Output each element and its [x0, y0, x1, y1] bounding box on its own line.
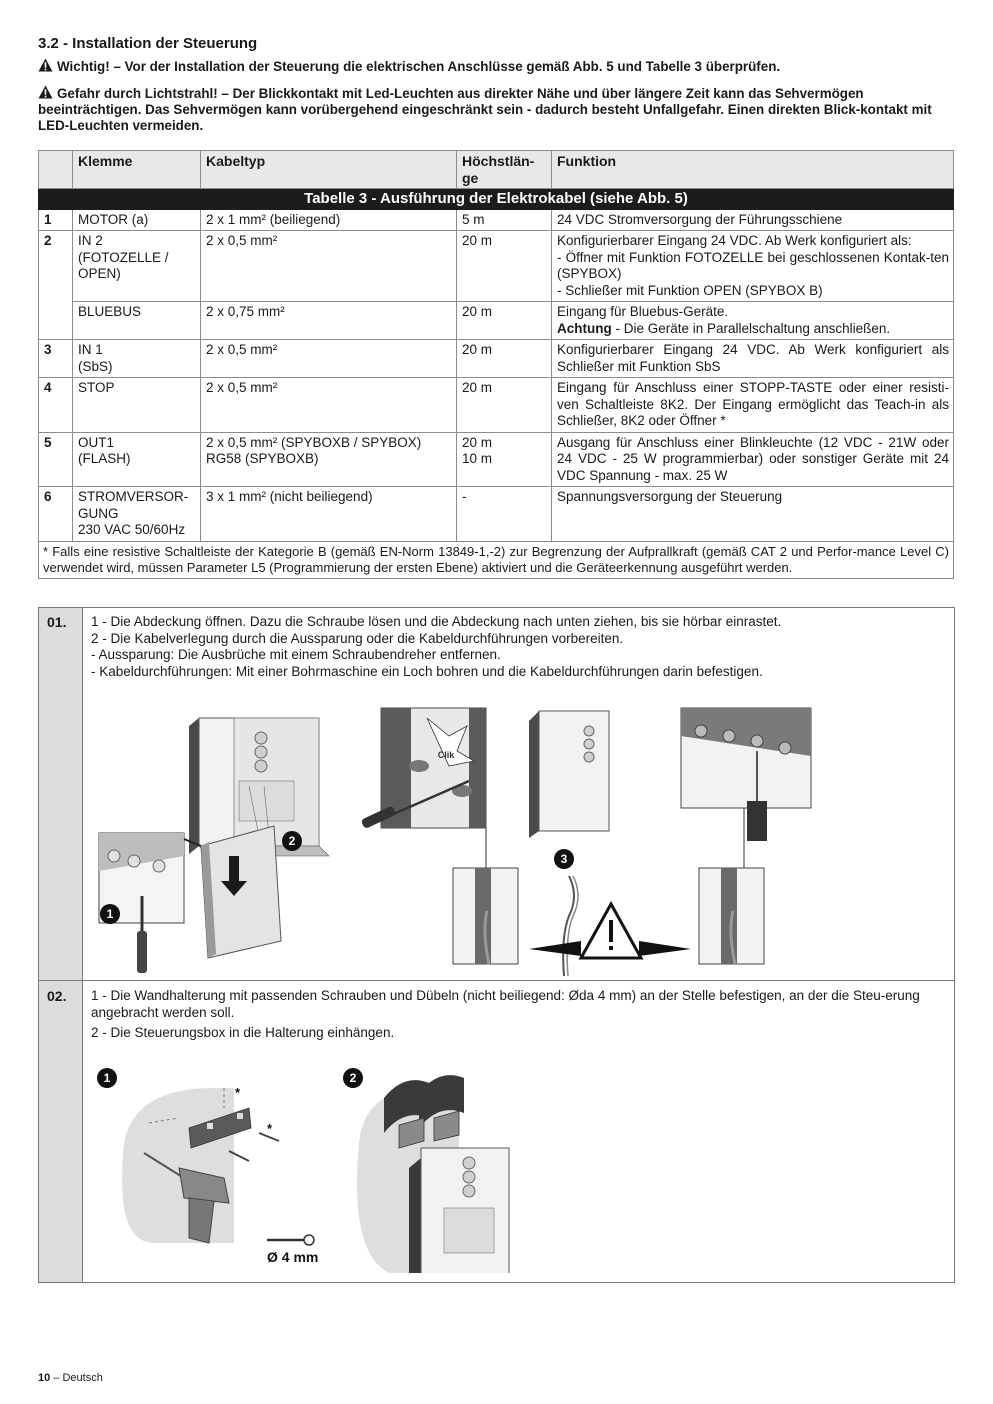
callout-2-icon: [343, 1068, 363, 1088]
step-number: 02.: [47, 988, 67, 1004]
page-footer: 10 – Deutsch: [38, 1372, 103, 1384]
screw-icon: [267, 1235, 314, 1245]
length-cell: 5 m: [457, 209, 552, 231]
cable-cell: 2 x 0,5 mm²: [201, 340, 457, 378]
callout-label: 3: [560, 852, 568, 866]
click-label: Clik: [437, 750, 455, 760]
row-number: 4: [39, 378, 73, 433]
cable-text: RG58 (SPYBOXB): [206, 451, 319, 466]
table-row: [39, 432, 954, 487]
table-row: [39, 231, 954, 302]
warning-light-beam: [38, 85, 956, 134]
diameter-label: Ø 4 mm: [267, 1249, 319, 1265]
terminal-cell: [73, 340, 201, 378]
warning-light-beam-text: Gefahr durch Lichtstrahl! – Der Blickkontakt mit Led-Leuchten aus direkter Nähe und über längere Zeit kann das Sehvermögen beeinträchtigen. Das Sehvermögen kann vorübergehend eingeschränkt sein - dadurch besteht Unfallgefahr. Einen direkten Blick-kontakt mit LED-Leuchten vermeiden.: [38, 86, 932, 133]
cable-text: 2 x 0,5 mm² (SPYBOXB / SPYBOX): [206, 434, 422, 450]
row-number: 1: [39, 209, 73, 231]
cable-cell: 2 x 1 mm² (beiliegend): [201, 209, 457, 231]
function-cell: [552, 302, 954, 340]
table-row: [39, 209, 954, 231]
installation-steps: [38, 607, 955, 1283]
warning-triangle-icon: [38, 58, 53, 72]
length-cell: 20 m: [457, 340, 552, 378]
cable-table: [38, 150, 954, 579]
table-row: [39, 487, 954, 542]
callout-label: 1: [103, 1071, 111, 1085]
terminal-subtext: 230 VAC 50/60Hz: [78, 522, 186, 537]
length-cell: -: [457, 487, 552, 542]
terminal-cell: BLUEBUS: [73, 302, 201, 340]
table-row: [39, 302, 954, 340]
warning-triangle-icon: [581, 904, 641, 958]
terminal-text: OUT1 (FLASH): [78, 434, 131, 466]
step-line: 1 - Die Wandhalterung mit passenden Schrauben und Dübeln (nicht beiliegend: Ødа 4 mm) an der Stelle befestigen, an der die Steu-erung angebracht werden soll.: [91, 988, 920, 1020]
warning-important-text: Wichtig! – Vor der Installation der Steuerung die elektrischen Anschlüsse gemäß Abb. 5 und Tabelle 3 überprüfen.: [57, 59, 781, 74]
terminal-cell: [73, 231, 201, 302]
step1-figure: [89, 696, 949, 978]
function-cell: Eingang für Anschluss einer STOPP-TASTE oder einer resisti-ven Schaltleiste 8K2. Der Eingang ermöglicht das Teach-in als Schließer, 8K2 oder Öffner *: [552, 378, 954, 433]
step-line: 2 - Die Kabelverlegung durch die Aussparung oder die Kabeldurchführungen vorbereiten.: [91, 631, 624, 646]
length-cell: 20 m: [457, 378, 552, 433]
length-text: 20 m: [462, 434, 493, 450]
table-header-row: [39, 151, 954, 189]
length-text: 10 m: [462, 451, 493, 466]
step-divider: [39, 980, 954, 981]
length-cell: 20 m: [457, 231, 552, 302]
function-text: Konfigurierbarer Eingang 24 VDC. Ab Werk konfiguriert als:: [557, 233, 912, 248]
step-line: 2 - Die Steuerungsbox in die Halterung einhängen.: [91, 1025, 395, 1040]
row-number: 2: [39, 231, 73, 340]
page-number: 10: [38, 1372, 51, 1384]
callout-label: 1: [106, 907, 114, 921]
step-text: [91, 987, 946, 1041]
cable-routing-panel-left: [453, 828, 518, 964]
box-side-view: [529, 711, 609, 838]
function-cell: Konfigurierbarer Eingang 24 VDC. Ab Werk konfiguriert als Schließer mit Funktion SbS: [552, 340, 954, 378]
row-number: 5: [39, 432, 73, 487]
step-gutter: [39, 608, 83, 1282]
row-number: 3: [39, 340, 73, 378]
function-text: Eingang für Bluebus-Geräte.: [557, 304, 729, 319]
row-number: 6: [39, 487, 73, 542]
callout-1-icon: [100, 904, 120, 924]
callout-label: 2: [288, 834, 296, 848]
cable-cell: 2 x 0,5 mm²: [201, 378, 457, 433]
step2-figure: [89, 1063, 529, 1273]
terminal-cell: [73, 487, 201, 542]
function-bold: Achtung: [557, 320, 612, 336]
svg-text:*: *: [267, 1121, 273, 1136]
callout-1-icon: [97, 1068, 117, 1088]
warning-triangle-icon: [38, 85, 53, 99]
terminal-cell: [73, 432, 201, 487]
function-cell: Ausgang für Anschluss einer Blinkleuchte (12 VDC - 21W oder 24 VDC - 25 W programmierbar) oder sonstiger Geräte mit 24 VDC Spannung - max. 25 W: [552, 432, 954, 487]
terminal-cell: MOTOR (a): [73, 209, 201, 231]
function-text: - Die Geräte in Parallelschaltung anschließen.: [611, 320, 891, 336]
table-header: Höchstlän-ge: [457, 151, 552, 189]
step-line: - Aussparung: Die Ausbrüche mit einem Schraubendreher entfernen.: [91, 647, 501, 662]
callout-label: 2: [349, 1071, 357, 1085]
table-footnote-row: [39, 541, 954, 578]
cable-cell: [201, 432, 457, 487]
drill-detail: [681, 708, 811, 841]
function-cell: Spannungsversorgung der Steuerung: [552, 487, 954, 542]
section-title: 3.2 - Installation der Steuerung: [38, 35, 258, 52]
cable-cell: 3 x 1 mm² (nicht beiliegend): [201, 487, 457, 542]
svg-text:*: *: [235, 1085, 241, 1100]
table-header: Funktion: [552, 151, 954, 189]
table-row: [39, 340, 954, 378]
length-cell: 20 m: [457, 302, 552, 340]
terminal-text: IN 1 (SbS): [78, 342, 113, 374]
screw-detail-inset: [99, 833, 201, 973]
cable-cell: 2 x 0,5 mm²: [201, 231, 457, 302]
table-caption: Tabelle 3 - Ausführung der Elektrokabel (siehe Abb. 5): [39, 189, 954, 210]
step-line: - Kabeldurchführungen: Mit einer Bohrmaschine ein Loch bohren und die Kabeldurchführungen darin befestigen.: [91, 664, 763, 679]
table-header: Kabeltyp: [201, 151, 457, 189]
step-number: 01.: [47, 614, 67, 630]
table-row: [39, 378, 954, 433]
cable-cell: 2 x 0,75 mm²: [201, 302, 457, 340]
length-cell: [457, 432, 552, 487]
knockout-detail: [361, 708, 486, 829]
step-text: [91, 613, 946, 680]
terminal-text: STROMVERSOR-GUNG: [78, 489, 189, 521]
callout-2-icon: [282, 831, 302, 851]
function-text: - Schließer mit Funktion OPEN (SPYBOX B): [557, 282, 823, 298]
control-box-drawing: [189, 718, 329, 958]
warning-important: [38, 58, 956, 75]
function-cell: [552, 231, 954, 302]
step-line: 1 - Die Abdeckung öffnen. Dazu die Schraube lösen und die Abdeckung nach unten ziehen, bis sie hörbar einrastet.: [91, 614, 782, 629]
terminal-text: IN 2 (FOTOZELLE / OPEN): [78, 233, 169, 281]
table-header: Klemme: [73, 151, 201, 189]
table-header: [39, 151, 73, 189]
terminal-cell: STOP: [73, 378, 201, 433]
function-cell: 24 VDC Stromversorgung der Führungsschiene: [552, 209, 954, 231]
table-footnote: * Falls eine resistive Schaltleiste der Kategorie B (gemäß EN-Norm 13849-1,-2) zur Begrenzung der Aufprallkraft (gemäß CAT 2 und Perfor-mance Level C) verwendet wird, müssen Parameter L5 (Programmierung der ersten Ebene) aktiviert und die Geräteerkennung ausgeführt werden.: [39, 541, 954, 578]
function-text: - Öffner mit Funktion FOTOZELLE bei geschlossenen Kontak-ten (SPYBOX): [557, 249, 949, 281]
callout-3-icon: [554, 849, 574, 869]
footer-language: Deutsch: [62, 1372, 103, 1384]
